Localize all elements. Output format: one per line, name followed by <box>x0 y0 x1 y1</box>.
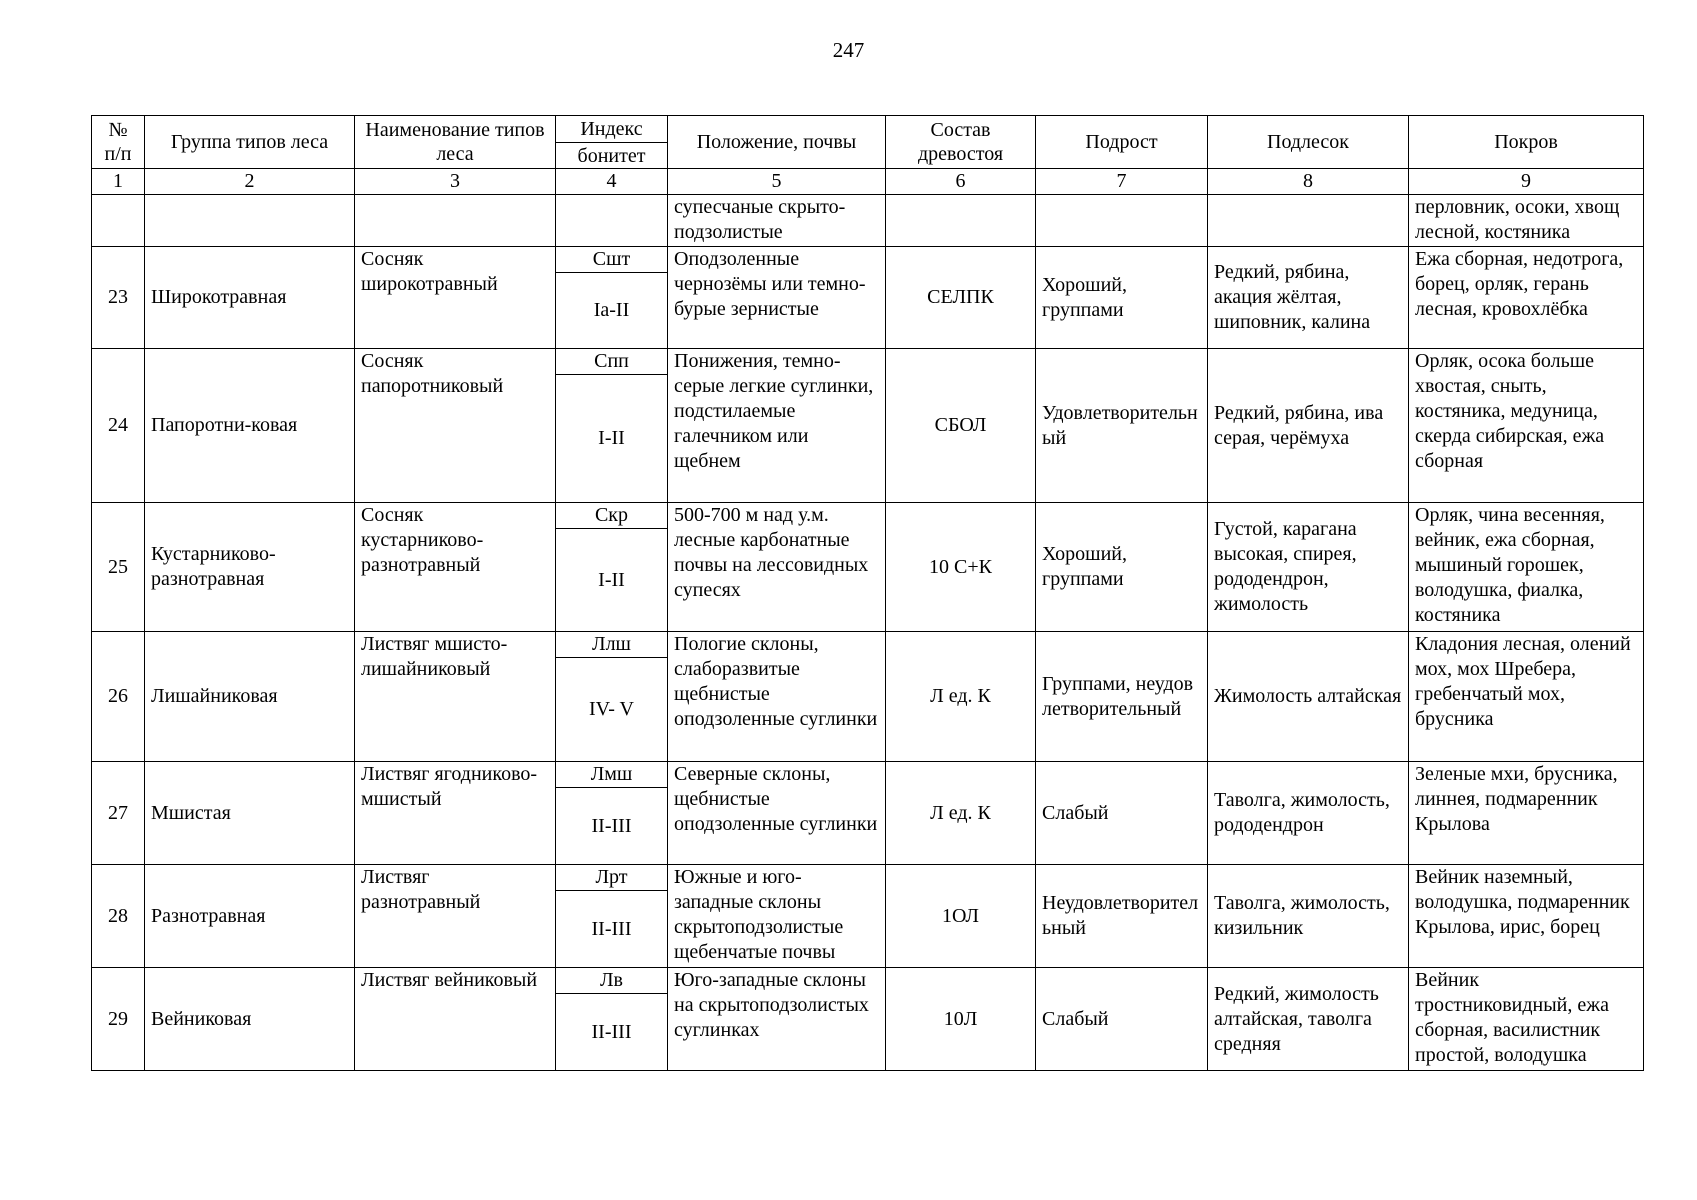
forest-index: Лв <box>556 968 668 994</box>
header-row <box>92 116 1644 143</box>
continuation-cover: перловник, осоки, хвощ лесной, костяника <box>1409 195 1644 247</box>
underbrush: Таволга, жимолость, кизильник <box>1208 865 1409 968</box>
row-number: 25 <box>92 503 145 632</box>
position-soil: Понижения, темно-серые легкие суглинки, подстилаемые галечником или щебнем <box>668 349 886 503</box>
header-num: № п/п <box>92 116 145 169</box>
header-underbrush: Подлесок <box>1208 116 1409 169</box>
table-row <box>92 968 1644 994</box>
forest-type: Сосняк кустарниково-разнотравный <box>355 503 556 632</box>
column-number-row <box>92 169 1644 195</box>
ground-cover: Кладония лесная, олений мох, мох Шребера, гребенчатый мох, брусника <box>1409 632 1644 762</box>
header-cover: Покров <box>1409 116 1644 169</box>
bonitet: Ia-II <box>556 273 668 349</box>
table-row <box>92 762 1644 788</box>
position-soil: Оподзоленные чернозёмы или темно-бурые зернистые <box>668 247 886 349</box>
page-number: 247 <box>832 38 865 62</box>
row-number: 26 <box>92 632 145 762</box>
col-number: 6 <box>886 169 1036 195</box>
undergrowth: Слабый <box>1036 968 1208 1071</box>
position-soil: Юго-западные склоны на скрытоподзолистых суглинках <box>668 968 886 1071</box>
position-soil: Южные и юго-западные склоны скрытоподзолистые щебенчатые почвы <box>668 865 886 968</box>
position-soil: Пологие склоны, слаборазвитые щебнистые оподзоленные суглинки <box>668 632 886 762</box>
table-row <box>92 503 1644 529</box>
header-composition: Состав древостоя <box>886 116 1036 169</box>
forest-index: Лрт <box>556 865 668 891</box>
table-row <box>92 865 1644 891</box>
stand-composition: 1ОЛ <box>886 865 1036 968</box>
forest-index: Лмш <box>556 762 668 788</box>
underbrush: Редкий, рябина, акация жёлтая, шиповник, калина <box>1208 247 1409 349</box>
stand-composition: СЕЛПК <box>886 247 1036 349</box>
row-number: 28 <box>92 865 145 968</box>
forest-type: Листвяг разнотравный <box>355 865 556 968</box>
ground-cover: Вейник тростниковидный, ежа сборная, василистник простой, володушка <box>1409 968 1644 1071</box>
stand-composition: 10Л <box>886 968 1036 1071</box>
forest-type: Листвяг ягодниково-мшистый <box>355 762 556 865</box>
col-number: 1 <box>92 169 145 195</box>
header-index: Индекс <box>556 116 668 143</box>
forest-group: Лишайниковая <box>145 632 355 762</box>
undergrowth: Неудовлетворительный <box>1036 865 1208 968</box>
forest-index: Спп <box>556 349 668 375</box>
table-row <box>92 349 1644 375</box>
undergrowth: Группами, неудовлетворительный <box>1036 632 1208 762</box>
continuation-row <box>92 195 1644 247</box>
forest-index: Ллш <box>556 632 668 658</box>
col-number: 2 <box>145 169 355 195</box>
col-number: 7 <box>1036 169 1208 195</box>
forest-type: Сосняк широкотравный <box>355 247 556 349</box>
header-type: Наименование типов леса <box>355 116 556 169</box>
forest-group: Широкотравная <box>145 247 355 349</box>
forest-group: Вейниковая <box>145 968 355 1071</box>
col-number: 9 <box>1409 169 1644 195</box>
ground-cover: Вейник наземный, володушка, подмаренник Крылова, ирис, борец <box>1409 865 1644 968</box>
bonitet: II-III <box>556 891 668 968</box>
stand-composition: 10 С+К <box>886 503 1036 632</box>
forest-group: Мшистая <box>145 762 355 865</box>
stand-composition: Л ед. К <box>886 762 1036 865</box>
stand-composition: СБОЛ <box>886 349 1036 503</box>
forest-group: Папоротни-ковая <box>145 349 355 503</box>
header-group: Группа типов леса <box>145 116 355 169</box>
stand-composition: Л ед. К <box>886 632 1036 762</box>
underbrush: Густой, карагана высокая, спирея, рододендрон, жимолость <box>1208 503 1409 632</box>
bonitet: II-III <box>556 788 668 865</box>
col-number: 5 <box>668 169 886 195</box>
bonitet: IV- V <box>556 658 668 762</box>
forest-group: Кустарниково-разнотравная <box>145 503 355 632</box>
position-soil: 500-700 м над у.м. лесные карбонатные почвы на лессовидных супесях <box>668 503 886 632</box>
col-number: 3 <box>355 169 556 195</box>
underbrush: Жимолость алтайская <box>1208 632 1409 762</box>
row-number: 23 <box>92 247 145 349</box>
table-row <box>92 632 1644 658</box>
position-soil: Северные склоны, щебнистые оподзоленные суглинки <box>668 762 886 865</box>
undergrowth: Хороший, группами <box>1036 503 1208 632</box>
row-number: 29 <box>92 968 145 1071</box>
col-number: 4 <box>556 169 668 195</box>
header-position: Положение, почвы <box>668 116 886 169</box>
forest-index: Скр <box>556 503 668 529</box>
underbrush: Редкий, рябина, ива серая, черёмуха <box>1208 349 1409 503</box>
row-number: 27 <box>92 762 145 865</box>
forest-type: Листвяг мшисто-лишайниковый <box>355 632 556 762</box>
forest-index: Сшт <box>556 247 668 273</box>
header-undergrowth: Подрост <box>1036 116 1208 169</box>
forest-group: Разнотравная <box>145 865 355 968</box>
col-number: 8 <box>1208 169 1409 195</box>
undergrowth: Удовлетворительный <box>1036 349 1208 503</box>
table-row <box>92 247 1644 273</box>
underbrush: Таволга, жимолость, рододендрон <box>1208 762 1409 865</box>
underbrush: Редкий, жимолость алтайская, таволга средняя <box>1208 968 1409 1071</box>
ground-cover: Зеленые мхи, брусника, линнея, подмаренник Крылова <box>1409 762 1644 865</box>
continuation-position: супесчаные скрыто-подзолистые <box>668 195 886 247</box>
undergrowth: Слабый <box>1036 762 1208 865</box>
forest-type: Сосняк папоротниковый <box>355 349 556 503</box>
forest-type: Листвяг вейниковый <box>355 968 556 1071</box>
undergrowth: Хороший, группами <box>1036 247 1208 349</box>
row-number: 24 <box>92 349 145 503</box>
forest-types-table <box>91 115 1644 1071</box>
bonitet: II-III <box>556 994 668 1071</box>
ground-cover: Орляк, чина весенняя, вейник, ежа сборная, мышиный горошек, володушка, фиалка, костяника <box>1409 503 1644 632</box>
ground-cover: Орляк, осока больше хвостая, сныть, костяника, медуница, скерда сибирская, ежа сборная <box>1409 349 1644 503</box>
header-bonitet: бонитет <box>556 143 668 169</box>
ground-cover: Ежа сборная, недотрога, борец, орляк, герань лесная, кровохлёбка <box>1409 247 1644 349</box>
bonitet: I-II <box>556 529 668 632</box>
bonitet: I-II <box>556 375 668 503</box>
